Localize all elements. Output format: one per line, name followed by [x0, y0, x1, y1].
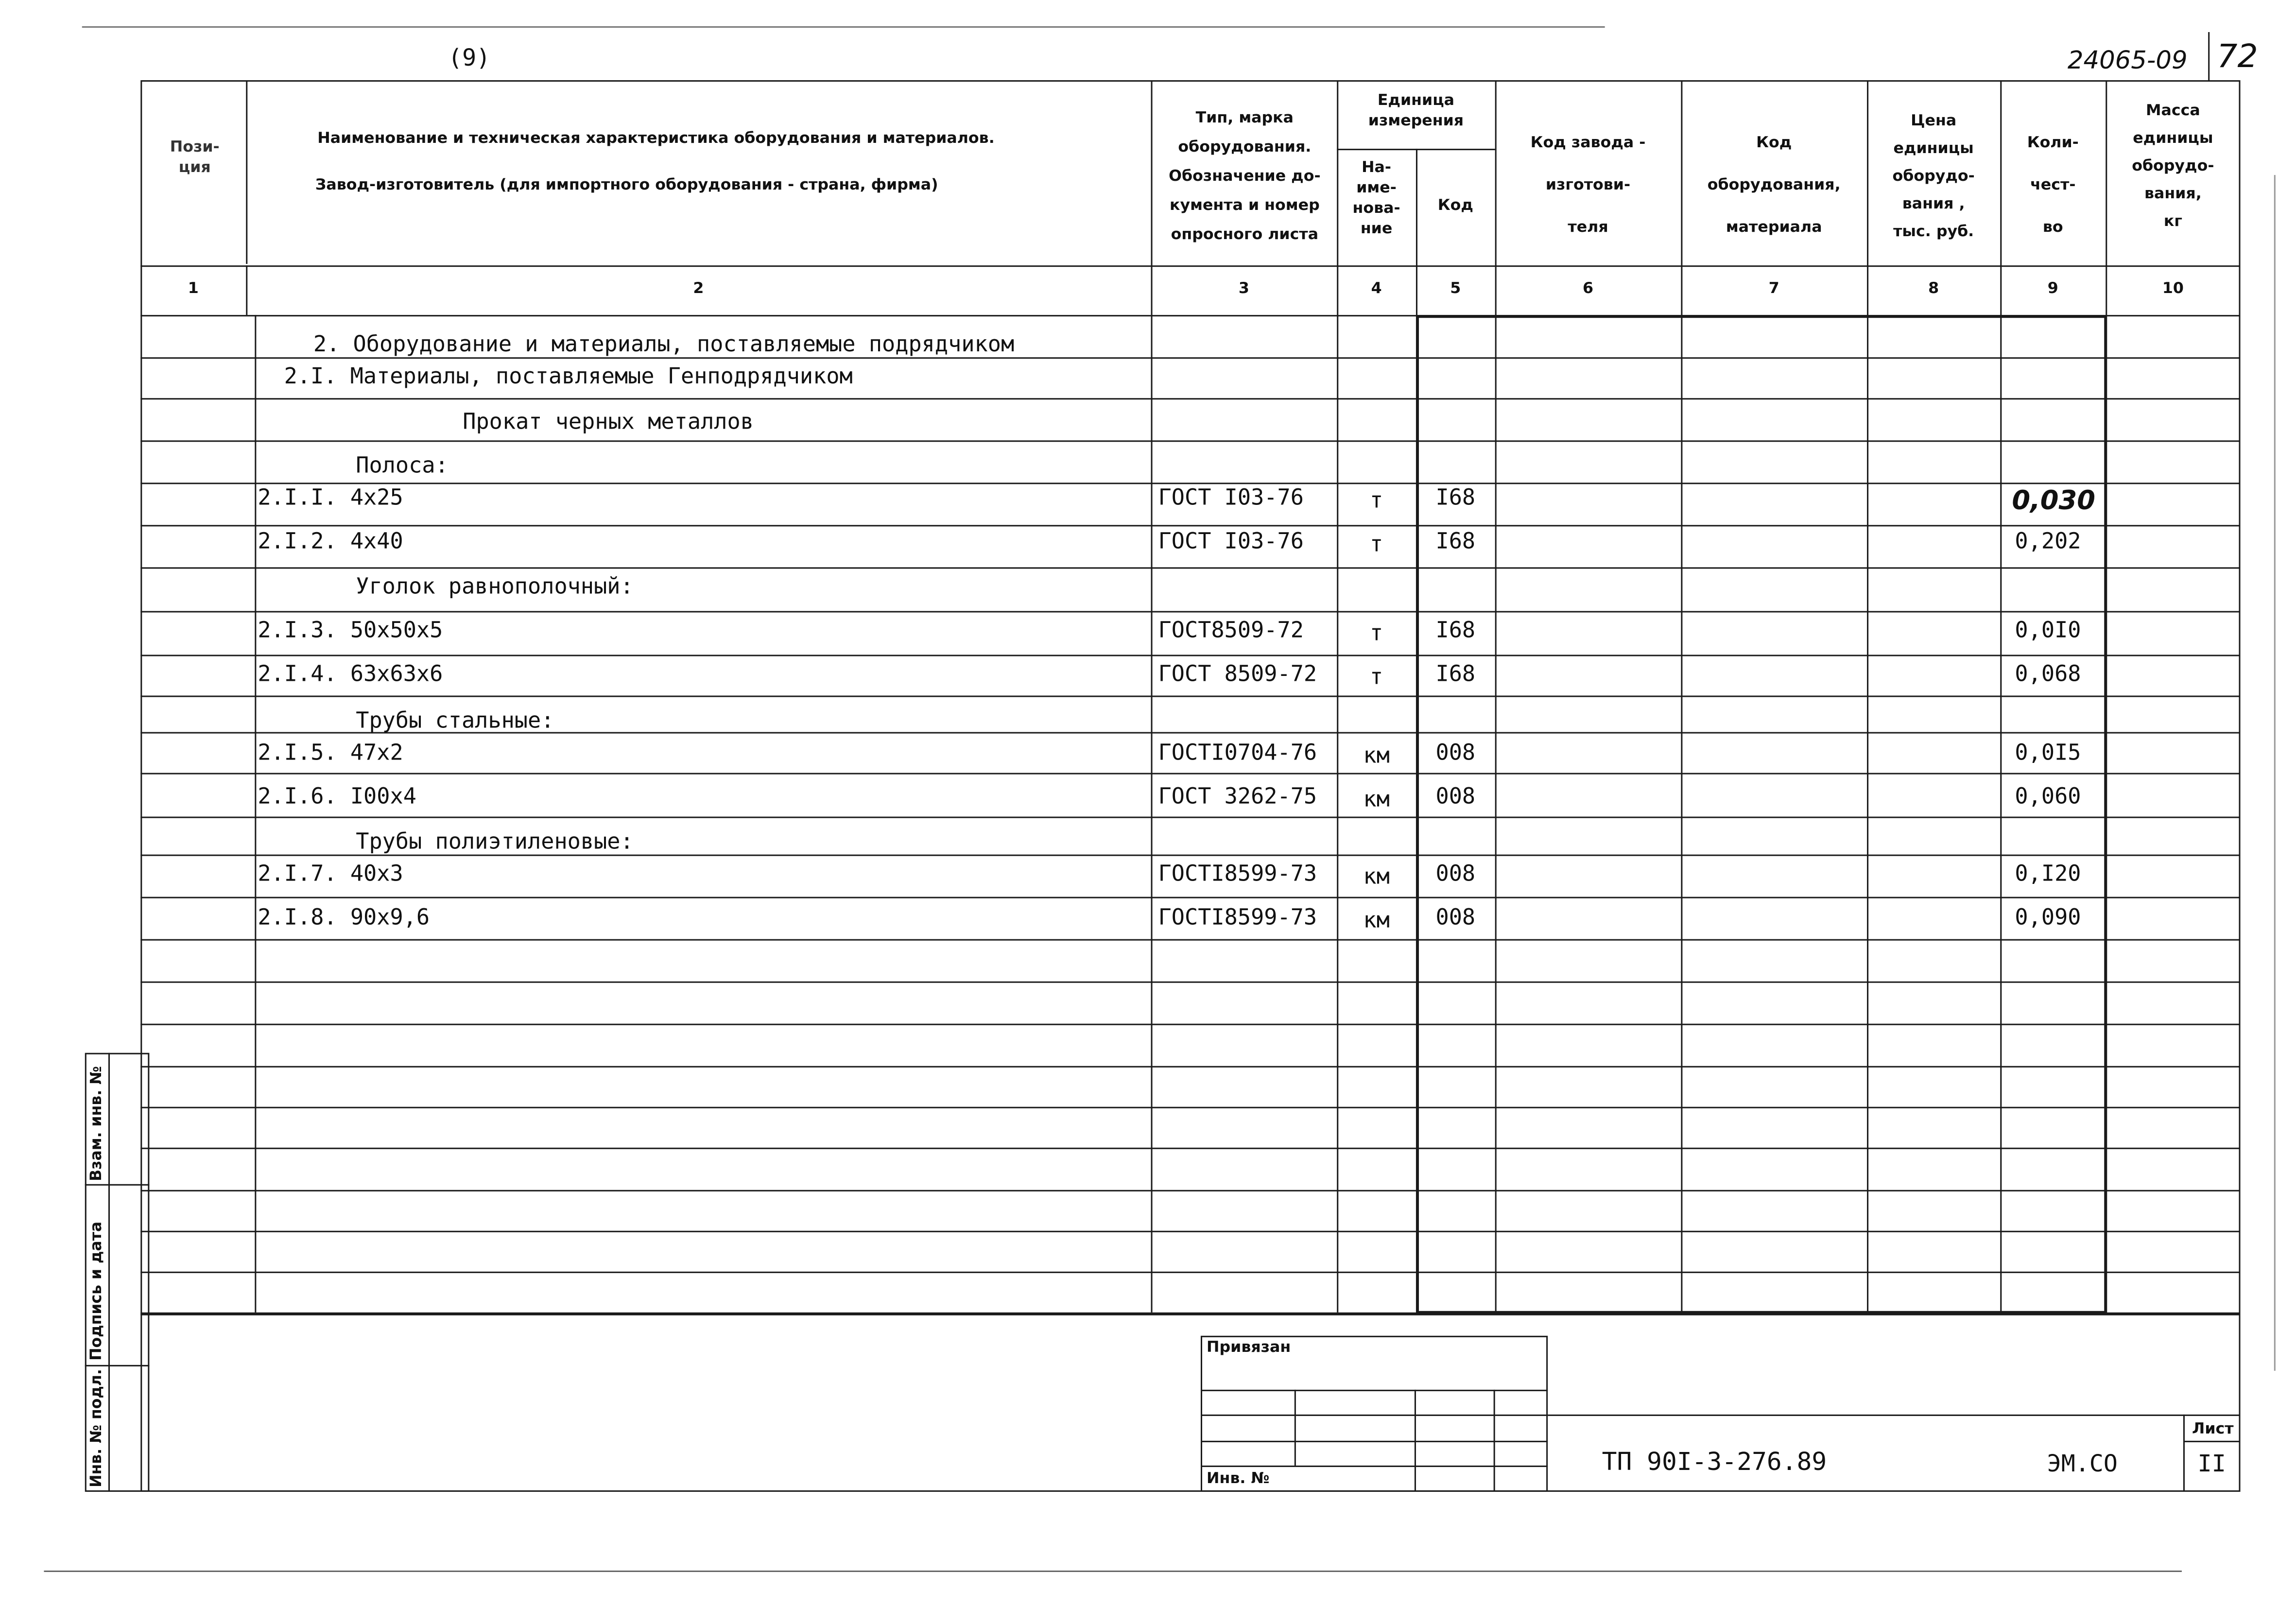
privyazan-vline-2: [1415, 1390, 1416, 1492]
row-14-name: 2.I.7. 40x3: [258, 860, 403, 887]
page-number: 72: [2217, 39, 2258, 76]
side-zam-inv: Взам. инв. №: [87, 1066, 105, 1181]
row-12-doc: ГОСТ 3262-75: [1158, 783, 1317, 810]
header-unit-code: Код: [1437, 197, 1473, 215]
row-5-code: I68: [1435, 484, 1476, 511]
row-9-unit: т: [1369, 663, 1383, 690]
row-14-doc: ГОСТI8599-73: [1158, 860, 1317, 887]
privyazan-block: [1201, 1336, 1548, 1492]
row-12-qty: 0,060: [2015, 783, 2081, 810]
header-quantity: Коли- чест- во: [2027, 134, 2079, 237]
colnum-2: 2: [693, 280, 704, 298]
row-2-name: 2.I. Материалы, поставляемые Генподрядчиком: [284, 363, 853, 390]
header-equipment-code: Код оборудования, материала: [1707, 134, 1841, 237]
colnum-4: 4: [1371, 280, 1382, 298]
side-stamp-line-1: [85, 1184, 150, 1186]
col-line-1b: [255, 315, 256, 1313]
row-1-name: 2. Оборудование и материалы, поставляемые подрядчиком: [313, 331, 1015, 358]
inv-no-label: Инв. №: [1207, 1469, 1270, 1487]
row-9-qty: 0,068: [2015, 660, 2081, 687]
colnum-8: 8: [1928, 280, 1939, 298]
page-number-divider: [2208, 32, 2210, 82]
colnum-7: 7: [1768, 280, 1779, 298]
bold-column-block: [1416, 315, 2107, 1314]
row-11-unit: км: [1363, 742, 1390, 769]
row-8-code: I68: [1435, 617, 1476, 643]
row-15-code: 008: [1435, 904, 1476, 931]
privyazan-line-3: [1201, 1441, 1548, 1442]
row-9-doc: ГОСТ 8509-72: [1158, 660, 1317, 687]
header-unit-group: Единица измерения: [1368, 92, 1464, 130]
colnum-3: 3: [1238, 280, 1249, 298]
row-15-qty: 0,090: [2015, 904, 2081, 931]
row-9-code: I68: [1435, 660, 1476, 687]
stamp-sheet-line: [2183, 1441, 2241, 1442]
header-name-line1: Наименование и техническая характеристика оборудования и материалов.: [317, 130, 995, 148]
row-13-name: Трубы полиэтиленовые:: [356, 828, 634, 855]
side-stamp-divider: [108, 1053, 110, 1492]
colnum-6: 6: [1583, 280, 1594, 298]
col-line-2: [1151, 80, 1153, 1313]
scan-edge-right: [2274, 175, 2276, 1371]
row-14-unit: км: [1363, 863, 1390, 890]
row-11-name: 2.I.5. 47x2: [258, 739, 403, 766]
row-7-name: Уголок равнополочный:: [356, 573, 634, 600]
row-12-name: 2.I.6. I00x4: [258, 783, 416, 810]
privyazan-line-4: [1201, 1466, 1548, 1467]
row-3-name: Прокат черных металлов: [463, 408, 754, 435]
row-14-qty: 0,I20: [2015, 860, 2081, 887]
header-type: Тип, марка оборудования. Обозначение до- кумента и номер опросного листа: [1169, 109, 1321, 244]
row-6-unit: т: [1369, 531, 1383, 557]
sheet-label: (9): [448, 44, 491, 72]
row-11-qty: 0,0I5: [2015, 739, 2081, 766]
row-15-unit: км: [1363, 907, 1390, 933]
stamp-top-line: [1548, 1415, 2240, 1416]
header-mass: Масса единицы оборудо- вания, кг: [2132, 102, 2214, 231]
colnum-9: 9: [2047, 280, 2058, 298]
col-line-3: [1337, 80, 1338, 1313]
colnum-10: 10: [2162, 280, 2184, 298]
row-9-name: 2.I.4. 63x63x6: [258, 660, 443, 687]
row-15-doc: ГОСТI8599-73: [1158, 904, 1317, 931]
sheet-number: II: [2197, 1449, 2226, 1477]
side-podpis: Подпись и дата: [87, 1221, 105, 1361]
header-factory-code: Код завода - изготови- теля: [1530, 134, 1646, 237]
privyazan-vline-1: [1295, 1390, 1296, 1466]
row-6-name: 2.I.2. 4x40: [258, 528, 403, 554]
row-8-doc: ГОСТ8509-72: [1158, 617, 1304, 643]
section-code: ЭМ.СО: [2047, 1449, 2118, 1477]
privyazan-line-2: [1201, 1415, 1548, 1416]
row-8-qty: 0,0I0: [2015, 617, 2081, 643]
row-5-unit: т: [1369, 487, 1383, 514]
scan-edge-bottom: [44, 1571, 2182, 1572]
row-14-code: 008: [1435, 860, 1476, 887]
colnum-1: 1: [188, 280, 199, 298]
row-10-name: Трубы стальные:: [356, 707, 554, 734]
header-position: Пози- ция: [170, 138, 220, 177]
row-11-code: 008: [1435, 739, 1476, 766]
privyazan-vline-3: [1494, 1390, 1495, 1492]
row-8-name: 2.I.3. 50x50x5: [258, 617, 443, 643]
row-11-doc: ГОСТI0704-76: [1158, 739, 1317, 766]
row-6-code: I68: [1435, 528, 1476, 554]
document-number: 24065-09: [2067, 47, 2188, 76]
row-6-doc: ГОСТ I03-76: [1158, 528, 1304, 554]
colnum-5: 5: [1450, 280, 1461, 298]
row-5-name: 2.I.I. 4x25: [258, 484, 403, 511]
header-bottom-line: [140, 265, 2240, 267]
side-stamp-line-2: [85, 1365, 150, 1366]
row-8-unit: т: [1369, 620, 1383, 646]
row-12-code: 008: [1435, 783, 1476, 810]
header-price: Цена единицы оборудо- вания , тыс. руб.: [1892, 112, 1975, 241]
side-inv-podl: Инв. № подл.: [87, 1369, 105, 1487]
row-6-qty: 0,202: [2015, 528, 2081, 554]
row-4-name: Полоса:: [356, 452, 449, 479]
row-15-name: 2.I.8. 90x9,6: [258, 904, 430, 931]
row-5-doc: ГОСТ I03-76: [1158, 484, 1304, 511]
scan-edge-top: [82, 26, 1605, 28]
table-bottom-line: [140, 1313, 2240, 1315]
col-line-1: [246, 80, 247, 264]
privyazan-label: Привязан: [1207, 1338, 1291, 1356]
sheet-label: Лист: [2192, 1420, 2234, 1438]
header-unit-name: На- име- нова- ние: [1352, 159, 1400, 238]
header-name-line2: Завод-изготовитель (для импортного оборудования - страна, фирма): [315, 176, 938, 194]
row-12-unit: км: [1363, 786, 1390, 812]
project-code: ТП 90I-3-276.89: [1602, 1448, 1827, 1477]
row-5-qty: 0,030: [2012, 485, 2095, 517]
privyazan-line-1: [1201, 1390, 1548, 1391]
